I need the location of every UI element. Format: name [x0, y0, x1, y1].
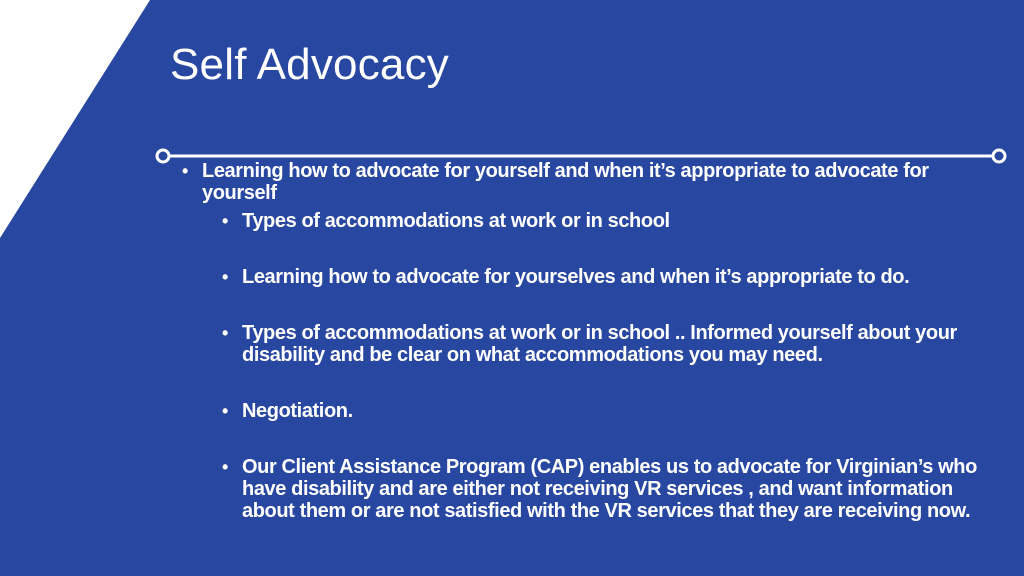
bullet-text: Our Client Assistance Program (CAP) enables us to advocate for Virginian’s who have disability and are either not receiving VR services , and want information about them or are not satisfied with the VR services that they are receiving now.: [242, 456, 977, 522]
bullet-dot-icon: •: [222, 323, 228, 343]
bullet-item: [222, 400, 1002, 422]
bullet-text: Types of accommodations at work or in school: [242, 210, 670, 232]
bullet-dot-icon: •: [222, 457, 228, 477]
bullet-item: [222, 266, 1002, 288]
bullet-item: [222, 210, 1002, 232]
bullet-text: Learning how to advocate for yourself and when it’s appropriate to advocate for yourself: [202, 160, 929, 204]
bullet-item: [222, 456, 1002, 522]
bullet-dot-icon: •: [222, 267, 228, 287]
bullet-list: [182, 160, 1002, 522]
corner-decoration: [0, 0, 160, 240]
slide-title: Self Advocacy: [170, 40, 449, 89]
bullet-dot-icon: •: [222, 401, 228, 421]
bullet-dot-icon: •: [182, 161, 188, 181]
bullet-text: Types of accommodations at work or in school .. Informed yourself about your disability and be clear on what accommodations you may need.: [242, 322, 957, 366]
bullet-text: Learning how to advocate for yourselves and when it’s appropriate to do.: [242, 266, 910, 288]
bullet-item: [222, 322, 1002, 366]
bullet-text: Negotiation.: [242, 400, 353, 422]
bullet-item: [182, 160, 1002, 204]
bullet-dot-icon: •: [222, 211, 228, 231]
